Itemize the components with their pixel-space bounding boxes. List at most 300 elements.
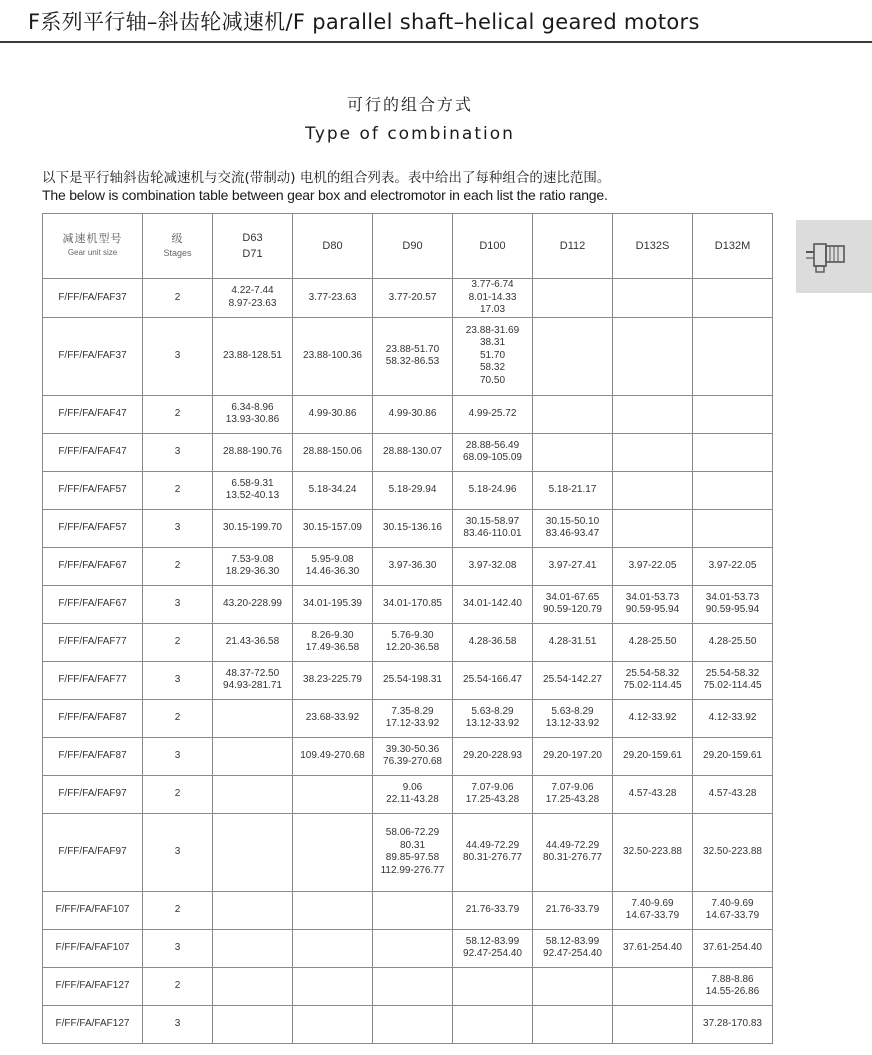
motor-size-label: D112 [559,240,586,252]
ratio-value: 3.77-6.74 [471,279,514,290]
gear-unit-model: F/FF/FA/FAF127 [43,967,143,1005]
ratio-range-cell [453,395,533,433]
ratio-range-cell [693,509,773,547]
table-row [43,623,773,661]
section-title-cn: 可行的组合方式 [346,95,473,114]
header-label-en: Stages [163,248,192,258]
ratio-range-cell [373,317,453,395]
ratio-range-cell [293,737,373,775]
ratio-range-cell [213,1005,293,1043]
header-divider [0,41,872,43]
ratio-value: 7.07-9.06 [471,781,514,793]
table-header [43,214,773,279]
ratio-value: 23.88-51.70 [385,343,440,355]
ratio-range-cell [533,1005,613,1043]
stage-count: 2 [143,891,213,929]
ratio-value: 109.49-270.68 [300,749,365,761]
ratio-value: 5.18-29.94 [388,483,437,495]
table-row [43,737,773,775]
ratio-range-cell [293,891,373,929]
ratio-value: 25.54-58.32 [625,667,680,679]
ratio-value: 34.01-142.40 [463,597,522,609]
ratio-value: 4.57-43.28 [628,787,677,799]
ratio-range-cell [293,813,373,891]
ratio-range-cell [613,891,693,929]
ratio-range-cell [613,699,693,737]
ratio-value: 32.50-223.88 [623,845,682,857]
ratio-range-cell [373,585,453,623]
table-body [43,279,773,1044]
ratio-range-cell [693,1005,773,1043]
ratio-range-cell [693,775,773,813]
table-row [43,471,773,509]
ratio-range-cell [213,699,293,737]
gear-unit-model: F/FF/FA/FAF47 [43,395,143,433]
stage-count: 3 [143,737,213,775]
ratio-value: 3.97-36.30 [388,559,437,571]
ratio-value: 7.88-8.86 [711,973,754,985]
table-row [43,775,773,813]
ratio-range-cell [373,433,453,471]
ratio-range-cell [613,929,693,967]
ratio-value: 37.61-254.40 [623,941,682,953]
ratio-value: 4.99-30.86 [388,407,437,419]
ratio-range-cell [693,279,773,318]
ratio-range-cell [533,433,613,471]
header-motor-size [693,214,773,279]
ratio-value: 92.47-254.40 [543,948,602,959]
ratio-value: 75.02-114.45 [623,680,682,691]
ratio-range-cell [533,813,613,891]
ratio-value: 23.88-128.51 [223,349,282,361]
header-motor-size [213,214,293,279]
stage-count: 3 [143,585,213,623]
ratio-value: 38.23-225.79 [303,673,362,685]
ratio-range-cell [453,661,533,699]
ratio-value: 39.30-50.36 [385,743,440,755]
stage-count: 3 [143,433,213,471]
gear-unit-model: F/FF/FA/FAF97 [43,775,143,813]
ratio-value: 25.54-166.47 [463,673,522,685]
ratio-value: 32.50-223.88 [703,845,762,857]
ratio-range-cell [293,775,373,813]
ratio-range-cell [293,623,373,661]
ratio-value: 4.99-25.72 [468,407,517,419]
ratio-value: 23.68-33.92 [305,711,360,723]
ratio-range-cell [213,929,293,967]
ratio-range-cell [373,929,453,967]
ratio-range-cell [293,929,373,967]
gear-unit-model: F/FF/FA/FAF87 [43,737,143,775]
ratio-range-cell [453,967,533,1005]
ratio-value: 30.15-199.70 [223,521,282,533]
ratio-value: 3.97-32.08 [468,559,517,571]
ratio-value: 14.67-33.79 [625,910,680,921]
ratio-range-cell [693,929,773,967]
motor-size-label: D80 [322,240,343,252]
motor-size-label: D71 [242,248,263,260]
ratio-value: 5.63-8.29 [551,705,594,717]
ratio-range-cell [533,623,613,661]
ratio-range-cell [453,585,533,623]
header-motor-size [373,214,453,279]
ratio-value: 8.97-23.63 [228,297,277,309]
gear-unit-model: F/FF/FA/FAF37 [43,317,143,395]
ratio-value: 43.20-228.99 [223,597,282,609]
ratio-range-cell [293,279,373,318]
ratio-range-cell [213,433,293,471]
ratio-range-cell [613,433,693,471]
ratio-value: 34.01-53.73 [625,591,680,603]
gear-unit-model: F/FF/FA/FAF107 [43,929,143,967]
ratio-range-cell [613,547,693,585]
ratio-range-cell [613,585,693,623]
ratio-value: 4.28-36.58 [468,635,517,647]
ratio-value: 14.46-36.30 [305,566,360,577]
ratio-value: 34.01-170.85 [383,597,442,609]
ratio-value: 3.97-22.05 [708,559,757,571]
motor-size-label: D90 [402,240,423,252]
ratio-range-cell [613,967,693,1005]
ratio-value: 18.29-36.30 [225,566,280,577]
ratio-range-cell [293,699,373,737]
ratio-range-cell [213,623,293,661]
table-row [43,547,773,585]
motor-size-label: D132M [714,240,751,252]
ratio-range-cell [533,661,613,699]
ratio-value: 13.52-40.13 [225,490,280,501]
section-title-en: Type of combination [305,124,515,144]
ratio-value: 70.50 [479,374,506,386]
ratio-range-cell [213,737,293,775]
ratio-value: 8.26-9.30 [311,629,354,641]
table-row [43,661,773,699]
ratio-value: 3.97-22.05 [628,559,677,571]
gear-unit-model: F/FF/FA/FAF97 [43,813,143,891]
ratio-value: 5.18-24.96 [468,483,517,495]
ratio-value: 8.01-14.33 [468,291,517,303]
ratio-value: 6.58-9.31 [231,477,274,489]
motor-size-label: D100 [479,240,506,252]
ratio-range-cell [533,891,613,929]
ratio-range-cell [373,891,453,929]
ratio-value: 22.11-43.28 [386,794,439,805]
ratio-range-cell [213,891,293,929]
ratio-range-cell [613,661,693,699]
ratio-value: 7.53-9.08 [231,553,274,565]
ratio-value: 30.15-157.09 [303,521,362,533]
stage-count: 3 [143,509,213,547]
intro-text-en: The below is combination table between gear box and electromotor in each list the ratio range. [42,187,608,203]
motor-size-label: D132S [635,240,670,252]
ratio-value: 90.59-120.79 [543,604,602,615]
table-row [43,433,773,471]
ratio-range-cell [453,775,533,813]
gear-unit-model: F/FF/FA/FAF47 [43,433,143,471]
ratio-range-cell [213,471,293,509]
ratio-range-cell [613,279,693,318]
ratio-value: 34.01-67.65 [545,591,600,603]
ratio-value: 5.18-21.17 [548,483,597,495]
table-row [43,1005,773,1043]
ratio-range-cell [293,661,373,699]
ratio-range-cell [213,395,293,433]
ratio-value: 21.76-33.79 [545,903,600,915]
ratio-value: 7.40-9.69 [631,897,674,909]
stage-count: 2 [143,279,213,318]
ratio-value: 3.77-20.57 [388,291,437,303]
ratio-value: 76.39-270.68 [383,756,442,767]
ratio-value: 4.12-33.92 [708,711,757,723]
header-stages [143,214,213,279]
ratio-range-cell [533,471,613,509]
side-tab[interactable] [796,220,872,293]
ratio-value: 28.88-150.06 [303,445,362,457]
ratio-value: 58.06-72.29 [385,827,440,838]
ratio-range-cell [373,547,453,585]
ratio-range-cell [613,317,693,395]
ratio-range-cell [213,509,293,547]
ratio-range-cell [693,623,773,661]
ratio-value: 30.15-50.10 [545,515,600,527]
stage-count: 3 [143,661,213,699]
header-label-en: Gear unit size [67,248,118,257]
table-row [43,279,773,318]
ratio-value: 5.95-9.08 [311,553,354,565]
ratio-range-cell [373,737,453,775]
ratio-range-cell [453,471,533,509]
header-label-cn: 级 [171,232,184,245]
ratio-value: 14.55-26.86 [705,986,760,997]
ratio-range-cell [533,585,613,623]
ratio-range-cell [613,509,693,547]
ratio-range-cell [613,471,693,509]
ratio-range-cell [453,699,533,737]
ratio-range-cell [213,585,293,623]
gear-unit-model: F/FF/FA/FAF67 [43,585,143,623]
gear-unit-model: F/FF/FA/FAF57 [43,471,143,509]
ratio-range-cell [293,585,373,623]
gear-unit-model: F/FF/FA/FAF37 [43,279,143,318]
header-motor-size [533,214,613,279]
ratio-range-cell [693,661,773,699]
ratio-value: 23.88-100.36 [303,349,362,361]
ratio-value: 29.20-159.61 [703,749,762,761]
ratio-value: 5.18-34.24 [308,483,357,495]
ratio-value: 13.93-30.86 [225,414,280,425]
ratio-value: 48.37-72.50 [225,667,280,679]
gear-unit-model: F/FF/FA/FAF107 [43,891,143,929]
ratio-range-cell [213,813,293,891]
ratio-value: 3.97-27.41 [548,559,597,571]
ratio-range-cell [613,1005,693,1043]
ratio-range-cell [213,317,293,395]
ratio-value: 58.12-83.99 [545,935,600,947]
ratio-range-cell [693,967,773,1005]
ratio-value: 51.70 [479,349,506,361]
ratio-value: 14.67-33.79 [705,910,760,921]
ratio-range-cell [213,547,293,585]
ratio-range-cell [293,471,373,509]
ratio-range-cell [373,623,453,661]
ratio-value: 90.59-95.94 [705,604,760,615]
ratio-range-cell [693,471,773,509]
stage-count: 3 [143,317,213,395]
stage-count: 3 [143,1005,213,1043]
ratio-range-cell [373,813,453,891]
ratio-range-cell [373,509,453,547]
stage-count: 2 [143,699,213,737]
ratio-value: 25.54-142.27 [543,673,602,685]
ratio-range-cell [533,509,613,547]
ratio-value: 29.20-228.93 [463,749,522,761]
ratio-range-cell [213,775,293,813]
ratio-range-cell [453,813,533,891]
ratio-value: 37.28-170.83 [703,1017,762,1029]
ratio-value: 4.99-30.86 [308,407,357,419]
ratio-value: 44.49-72.29 [465,839,520,851]
ratio-value: 4.28-25.50 [628,635,677,647]
ratio-value: 28.88-56.49 [465,439,520,451]
ratio-value: 37.61-254.40 [703,941,762,953]
ratio-range-cell [373,395,453,433]
ratio-range-cell [373,471,453,509]
ratio-range-cell [613,623,693,661]
ratio-range-cell [293,509,373,547]
ratio-range-cell [533,279,613,318]
ratio-value: 17.03 [479,304,506,315]
ratio-value: 30.15-58.97 [465,515,520,527]
ratio-value: 80.31-276.77 [543,852,602,863]
ratio-range-cell [533,699,613,737]
ratio-range-cell [613,395,693,433]
ratio-value: 7.40-9.69 [711,897,754,909]
stage-count: 3 [143,813,213,891]
ratio-value: 68.09-105.09 [463,452,522,463]
ratio-range-cell [693,813,773,891]
ratio-range-cell [693,585,773,623]
ratio-range-cell [213,279,293,318]
ratio-range-cell [453,891,533,929]
ratio-range-cell [453,1005,533,1043]
gear-unit-model: F/FF/FA/FAF87 [43,699,143,737]
gear-unit-model: F/FF/FA/FAF77 [43,623,143,661]
ratio-value: 58.32-86.53 [385,356,440,367]
ratio-range-cell [533,395,613,433]
table-row [43,317,773,395]
ratio-value: 25.54-58.32 [705,667,760,679]
table-row [43,929,773,967]
ratio-value: 92.47-254.40 [463,948,522,959]
ratio-value: 90.59-95.94 [625,604,680,615]
ratio-range-cell [533,317,613,395]
ratio-range-cell [213,967,293,1005]
table-row [43,813,773,891]
ratio-value: 13.12-33.92 [545,718,600,729]
ratio-value: 12.20-36.58 [385,642,440,653]
ratio-range-cell [213,661,293,699]
ratio-range-cell [293,395,373,433]
ratio-range-cell [453,929,533,967]
stage-count: 2 [143,471,213,509]
ratio-value: 58.12-83.99 [465,935,520,947]
ratio-range-cell [613,813,693,891]
ratio-value: 112.99-276.77 [380,864,445,876]
ratio-range-cell [533,775,613,813]
ratio-range-cell [533,929,613,967]
ratio-range-cell [693,891,773,929]
ratio-value: 89.85-97.58 [385,852,440,863]
ratio-range-cell [293,967,373,1005]
ratio-range-cell [533,737,613,775]
ratio-range-cell [693,317,773,395]
stage-count: 2 [143,967,213,1005]
ratio-range-cell [453,509,533,547]
ratio-value: 4.28-31.51 [548,635,597,647]
ratio-range-cell [453,433,533,471]
ratio-range-cell [613,737,693,775]
ratio-range-cell [293,547,373,585]
ratio-value: 6.34-8.96 [231,401,274,413]
ratio-value: 28.88-190.76 [223,445,282,457]
ratio-value: 83.46-93.47 [545,528,600,539]
gear-unit-model: F/FF/FA/FAF57 [43,509,143,547]
ratio-value: 58.32 [479,362,506,374]
ratio-value: 29.20-159.61 [623,749,682,761]
ratio-value: 75.02-114.45 [703,680,762,691]
ratio-value: 17.25-43.28 [465,794,520,805]
ratio-value: 3.77-23.63 [308,291,357,303]
ratio-range-cell [293,317,373,395]
intro-text-cn: 以下是平行轴斜齿轮减速机与交流(带制动) 电机的组合列表。表中给出了每种组合的速比范围。 [42,170,611,186]
gear-unit-model: F/FF/FA/FAF67 [43,547,143,585]
ratio-value: 25.54-198.31 [383,673,442,685]
ratio-range-cell [613,775,693,813]
header-motor-size [293,214,373,279]
stage-count: 2 [143,623,213,661]
ratio-range-cell [453,279,533,318]
ratio-range-cell [373,1005,453,1043]
ratio-value: 7.35-8.29 [391,705,434,717]
header-motor-size [453,214,533,279]
ratio-value: 23.88-31.69 [465,324,520,336]
ratio-value: 17.12-33.92 [385,718,440,729]
stage-count: 2 [143,775,213,813]
header-label-cn: 减速机型号 [62,232,123,245]
ratio-range-cell [453,623,533,661]
ratio-range-cell [373,967,453,1005]
ratio-range-cell [533,547,613,585]
ratio-range-cell [693,737,773,775]
table-row [43,891,773,929]
table-row [43,585,773,623]
ratio-value: 28.88-130.07 [383,445,442,457]
table-row [43,395,773,433]
motor-size-label: D63 [242,232,263,244]
ratio-value: 34.01-53.73 [705,591,760,603]
ratio-range-cell [293,433,373,471]
ratio-value: 21.43-36.58 [225,635,280,647]
ratio-value: 30.15-136.16 [383,521,442,533]
table-row [43,967,773,1005]
stage-count: 2 [143,547,213,585]
ratio-range-cell [533,967,613,1005]
ratio-range-cell [693,699,773,737]
ratio-value: 44.49-72.29 [545,839,600,851]
ratio-range-cell [453,317,533,395]
ratio-value: 17.25-43.28 [545,794,600,805]
page-header-title: F系列平行轴–斜齿轮减速机/F parallel shaft–helical geared motors [28,10,700,34]
